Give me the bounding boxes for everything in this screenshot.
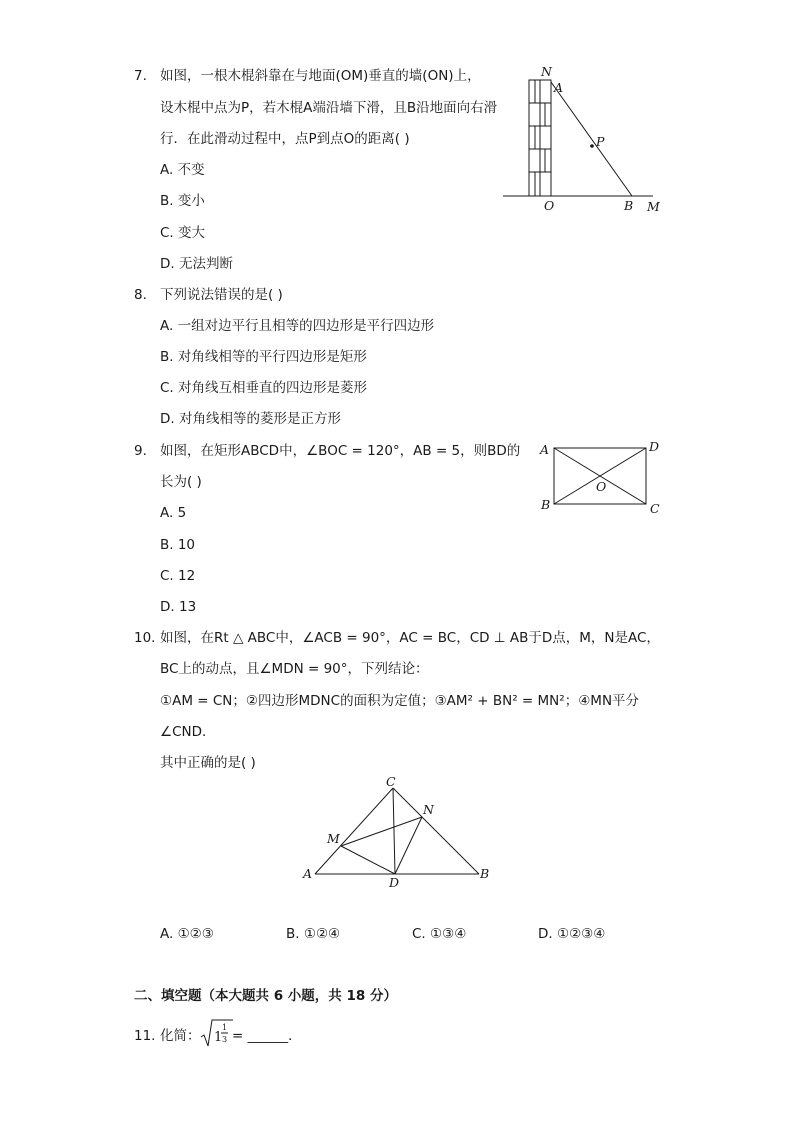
q9-option-d: D. 13	[160, 599, 197, 615]
label-b: B	[480, 866, 490, 881]
q8-option-d: D. 对角线相等的菱形是正方形	[160, 411, 341, 427]
q7-option-d: D. 无法判断	[160, 256, 233, 272]
q8-option-a: A. 一组对边平行且相等的四边形是平行四边形	[160, 318, 435, 334]
label-d: D	[649, 439, 660, 454]
q7-figure	[495, 60, 670, 220]
segment-md	[341, 846, 395, 874]
q11-prefix: 化简：	[160, 1028, 201, 1044]
label-d: D	[389, 875, 400, 890]
radical-integer: 1	[214, 1030, 223, 1045]
q10-option-d: D. ①②③④	[538, 926, 606, 942]
q10-stem-line2: BC上的动点，且∠MDN = 90°，下列结论：	[160, 661, 429, 677]
side-bc	[393, 788, 479, 874]
midpoint-p	[590, 144, 594, 148]
label-a: A	[540, 442, 550, 457]
label-b: B	[624, 198, 634, 213]
q8-number: 8.	[134, 287, 147, 303]
label-n: N	[423, 802, 434, 817]
q7-option-a: A. 不变	[160, 162, 205, 178]
section-heading-fill-in: 二、填空题（本大题共 6 小题，共 18 分）	[134, 988, 397, 1004]
q8-stem: 下列说法错误的是( )	[160, 287, 283, 303]
fraction-numerator: 1	[222, 1023, 228, 1032]
label-p: P	[596, 134, 605, 149]
label-c: C	[650, 501, 660, 516]
q8-option-b: B. 对角线相等的平行四边形是矩形	[160, 349, 367, 365]
q9-option-a: A. 5	[160, 505, 187, 521]
q9-option-c: C. 12	[160, 568, 196, 584]
fraction-denominator: 3	[222, 1035, 228, 1044]
q9-number: 9.	[134, 443, 147, 459]
label-b: B	[541, 497, 551, 512]
segment-cd	[393, 788, 395, 874]
q10-stem-line3: ①AM = CN；②四边形MDNC的面积为定值；③AM² + BN² = MN²；④MN平分	[160, 693, 640, 709]
q9-stem-line2: 长为( )	[160, 474, 202, 490]
label-m: M	[327, 831, 340, 846]
q8-option-c: C. 对角线互相垂直的四边形是菱形	[160, 380, 368, 396]
label-n: N	[541, 64, 552, 79]
q10-option-c: C. ①③④	[412, 926, 467, 942]
q10-option-a: A. ①②③	[160, 926, 214, 942]
q11-answer-blank: = ______．	[232, 1028, 302, 1044]
q9-stem-line1: 如图，在矩形ABCD中，∠BOC = 120°，AB = 5，则BD的	[160, 443, 521, 459]
ladder-stick	[551, 82, 632, 196]
q9-option-b: B. 10	[160, 537, 196, 553]
q7-option-b: B. 变小	[160, 193, 205, 209]
q7-stem-line2: 设木棍中点为P，若木棍A端沿墙下滑，且B沿地面向右滑	[160, 100, 498, 116]
q7-stem-line3: 行．在此滑动过程中，点P到点O的距离( )	[160, 131, 410, 147]
q11-radical	[200, 1017, 234, 1049]
q10-option-b: B. ①②④	[286, 926, 341, 942]
label-a: A	[554, 80, 564, 95]
q10-stem-line4: ∠CND．	[160, 724, 216, 740]
q10-figure	[300, 775, 495, 890]
label-c: C	[386, 774, 396, 789]
label-o: O	[596, 479, 607, 494]
label-o: O	[544, 198, 555, 213]
q7-option-c: C. 变大	[160, 225, 206, 241]
q10-stem-line1: 如图，在Rt △ ABC中，∠ACB = 90°，AC = BC，CD ⊥ AB于D点，M，N是AC，	[160, 630, 660, 646]
label-a: A	[303, 866, 313, 881]
q7-stem-line1: 如图，一根木棍斜靠在与地面(OM)垂直的墙(ON)上，	[160, 68, 481, 84]
q10-stem-line5: 其中正确的是( )	[160, 755, 256, 771]
q10-number: 10.	[134, 630, 156, 646]
q7-number: 7.	[134, 68, 147, 84]
q11-number: 11.	[134, 1028, 156, 1044]
q9-figure	[535, 438, 670, 518]
label-m: M	[647, 199, 660, 214]
